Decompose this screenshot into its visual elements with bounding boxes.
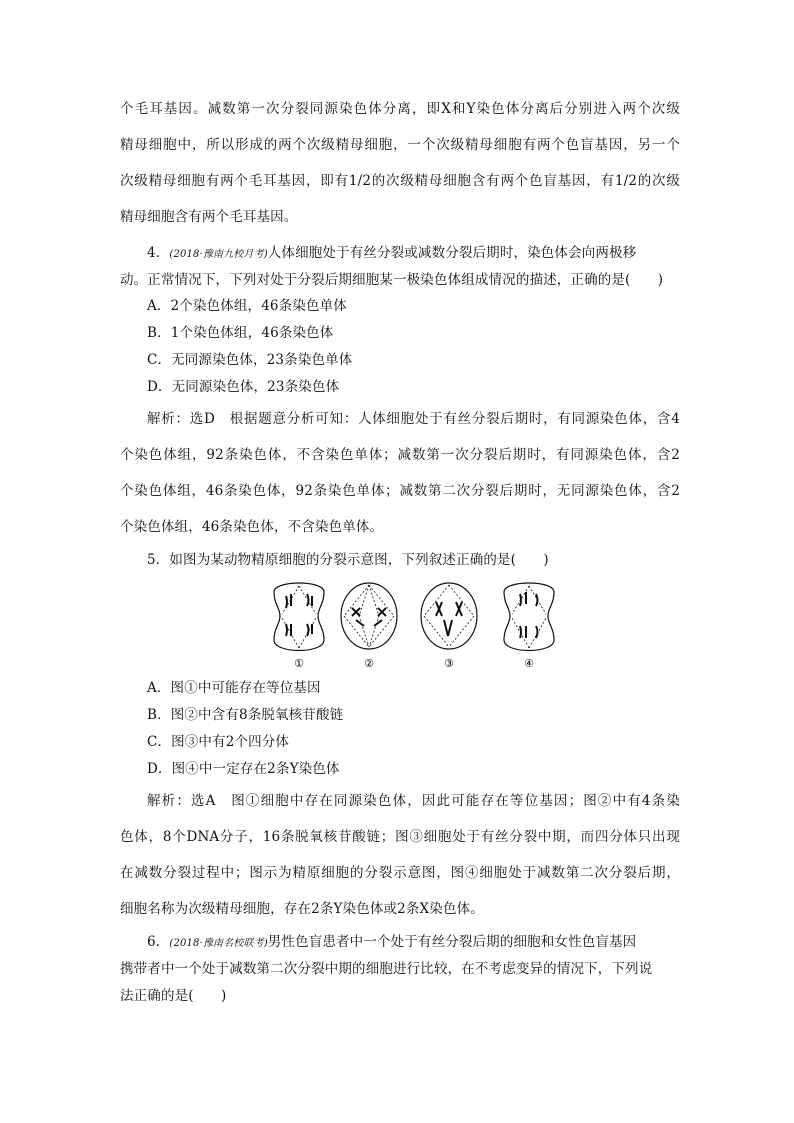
option-c: C．图③中有2个四分体 xyxy=(147,734,290,750)
option-a: A．图①中可能存在等位基因 xyxy=(147,680,321,696)
figure-label-1: ① xyxy=(294,657,304,670)
analysis-line: 色体，8个DNA分子，16条脱氧核苷酸链；图③细胞处于有丝分裂中期，而四分体只出现 xyxy=(120,829,680,845)
analysis-line: 个染色体组，92条染色体，不含染色单体；减数第一次分裂后期时，有同源染色体，含2 xyxy=(120,447,680,463)
question-text: 人体细胞处于有丝分裂或减数分裂后期时，染色体会向两极移 xyxy=(267,245,637,261)
question-source: (2018·豫南九校月考) xyxy=(169,249,268,260)
option-a: A．2个染色体组，46条染色单体 xyxy=(147,298,347,314)
question-6-stem xyxy=(147,933,680,953)
option-b: B．图②中含有8条脱氧核苷酸链 xyxy=(147,707,344,723)
cell-division-figure xyxy=(264,578,564,670)
question-4-stem xyxy=(147,244,680,264)
question-5-stem: 5．如图为某动物精原细胞的分裂示意图，下列叙述正确的是( ) xyxy=(147,552,549,568)
explanation-line: 次级精母细胞有两个毛耳基因，即有1/2的次级精母细胞含有两个色盲基因，有1/2的次级 xyxy=(120,173,680,189)
cell-3-diagram xyxy=(421,583,477,649)
cell-2-diagram xyxy=(341,583,397,649)
question-6-stem-cont: 携带者中一个处于减数第二次分裂中期的细胞进行比较，在不考虑变异的情况下，下列说 xyxy=(120,961,653,977)
analysis-line: 解析：选D 根据题意分析可知：人体细胞处于有丝分裂后期时，有同源染色体，含4 xyxy=(147,411,680,427)
question-number: 4． xyxy=(147,245,170,261)
explanation-line: 精母细胞含有两个毛耳基因。 xyxy=(120,209,298,225)
option-d: D．无同源染色体，23条染色体 xyxy=(147,379,340,395)
explanation-line: 个毛耳基因。减数第一次分裂同源染色体分离，即X和Y染色体分离后分别进入两个次级 xyxy=(120,101,680,117)
analysis-line: 个染色体组，46条染色体，92条染色单体；减数第二次分裂后期时，无同源染色体，含2 xyxy=(120,483,680,499)
figure-label-4: ④ xyxy=(524,657,534,670)
question-text: 男性色盲患者中一个处于有丝分裂后期的细胞和女性色盲基因 xyxy=(267,934,637,950)
question-number: 6． xyxy=(147,934,170,950)
analysis-line: 在减数分裂过程中；图示为精原细胞的分裂示意图，图④细胞处于减数第二次分裂后期， xyxy=(120,865,680,881)
question-source: (2018·豫南名校联考) xyxy=(169,938,268,949)
cell-4-diagram xyxy=(504,583,554,651)
option-b: B．1个染色体组，46条染色体 xyxy=(147,325,334,341)
option-d: D．图④中一定存在2条Y染色体 xyxy=(147,761,340,777)
question-6-stem-cont: 法正确的是( ) xyxy=(120,988,227,1004)
analysis-line: 细胞名称为次级精母细胞，存在2条Y染色体或2条X染色体。 xyxy=(120,901,484,917)
explanation-line: 精母细胞中，所以形成的两个次级精母细胞，一个次级精母细胞有两个色盲基因，另一个 xyxy=(120,137,680,153)
option-c: C．无同源染色体，23条染色单体 xyxy=(147,352,353,368)
cell-1-diagram xyxy=(274,583,324,651)
question-4-stem-cont: 动。正常情况下，下列对处于分裂后期细胞某一极染色体组成情况的描述，正确的是( ) xyxy=(120,272,664,288)
analysis-line: 个染色体组，46条染色体，不含染色单体。 xyxy=(120,519,384,535)
figure-label-2: ② xyxy=(364,657,374,670)
analysis-line: 解析：选A 图①细胞中存在同源染色体，因此可能存在等位基因；图②中有4条染 xyxy=(147,793,680,809)
figure-label-3: ③ xyxy=(444,657,454,670)
